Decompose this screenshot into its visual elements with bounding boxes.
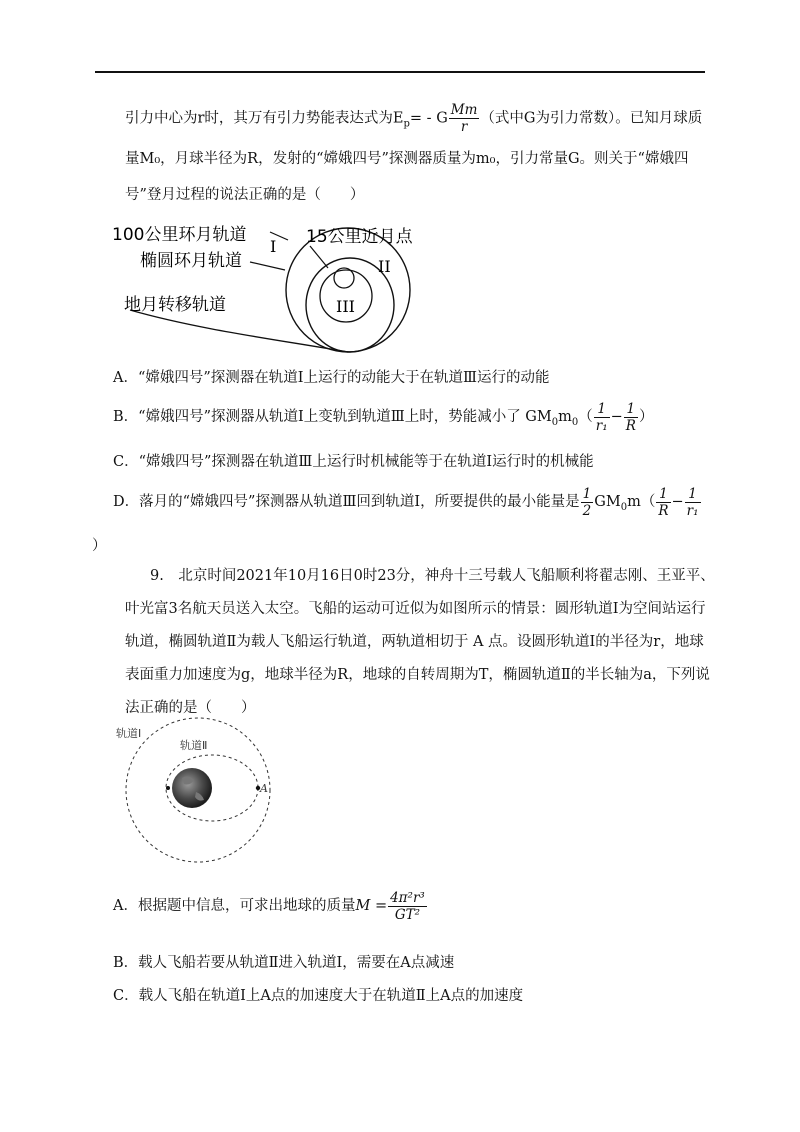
q9-optA-frac [388, 890, 427, 923]
q9-line-5: 法正确的是（ ） [125, 700, 256, 716]
q8-optD-f2-num: 1 [685, 486, 701, 503]
label-orbit-II: II [378, 257, 391, 276]
q8-optB-pre: B．“嫦娥四号”探测器从轨道Ⅰ上变轨到轨道Ⅲ上时，势能减小了 GM [113, 409, 552, 425]
label-ellipse: 椭圆环月轨道 [140, 251, 242, 271]
q8-optB-f2-den: R [625, 417, 636, 434]
q8-optD-half-den: 2 [582, 502, 592, 519]
label-point-A: A [260, 782, 268, 795]
q8-optD-frac1 [656, 486, 670, 519]
q8-optB-sub2: 0 [571, 416, 579, 428]
q8-line1-mid: = - G [409, 110, 448, 127]
q9-optA-num: 4π²r³ [390, 889, 425, 906]
q9-optA-pre: A．根据题中信息，可求出地球的质量 [113, 898, 356, 914]
q8-optB-sub1: 0 [551, 416, 559, 428]
q8-line-2: 量M₀，月球半径为R，发射的“嫦娥四号”探测器质量为m₀，引力常量G。则关于“嫦娥四 [125, 151, 689, 167]
q8-optB-m: m [558, 409, 572, 425]
label-orbit-I: I [270, 237, 277, 256]
q9-option-c: C．载人飞船在轨道Ⅰ上A点的加速度大于在轨道Ⅱ上A点的加速度 [113, 988, 524, 1004]
q8-line-1 [125, 102, 702, 135]
q9-line-3: 轨道，椭圆轨道Ⅱ为载人飞船运行轨道，两轨道相切于 A 点。设圆形轨道Ⅰ的半径为r，地球 [125, 634, 704, 650]
q9-line-4: 表面重力加速度为g，地球半径为R，地球的自转周期为T，椭圆轨道Ⅱ的半长轴为a，下列说 [125, 667, 710, 683]
q8-optD-pre: D．落月的“嫦娥四号”探测器从轨道Ⅲ回到轨道Ⅰ，所要提供的最小能量是 [113, 494, 580, 510]
q8-line-3: 号”登月过程的说法正确的是（ ） [125, 187, 365, 203]
q8-option-d [113, 484, 702, 526]
q9-line-2: 叶光富3名航天员送入太空。飞船的运动可近似为如图所示的情景：圆形轨道Ⅰ为空间站运行 [125, 601, 706, 617]
q8-frac-num: Mm [450, 102, 478, 118]
q8-option-d-close: ） [92, 538, 107, 554]
label-orbit-2: 轨道Ⅱ [180, 739, 208, 752]
q8-frac-den: r [460, 119, 468, 135]
q9-optA-den: GT² [394, 906, 421, 923]
transfer-orbit-path [130, 310, 348, 352]
q8-optD-frac2 [685, 486, 701, 519]
lunar-orbit-diagram [110, 210, 440, 350]
q8-line1-post: （式中G为引力常数）。已知月球质 [480, 110, 703, 127]
q8-optD-minus: − [671, 494, 684, 510]
label-100km: 100公里环月轨道 [112, 225, 247, 245]
label-15km: 15公里近月点 [306, 227, 413, 247]
q8-optB-frac1 [594, 401, 610, 434]
q8-optB-minus: − [610, 409, 623, 425]
q8-optB-close: ） [638, 409, 654, 425]
q8-optB-frac2 [624, 401, 638, 434]
q8-optD-f1-den: R [658, 502, 669, 519]
q8-line1-sub: p [403, 118, 410, 130]
moon-circle [334, 268, 354, 288]
q8-optD-half-num: 1 [582, 485, 592, 502]
q8-optB-f1-num: 1 [594, 401, 610, 418]
q8-optD-mid: GM [594, 494, 621, 510]
q8-option-b [113, 400, 653, 440]
q8-optB-paren: （ [578, 409, 593, 425]
q8-line1-pre: 引力中心为r时，其万有引力势能表达式为E [125, 110, 404, 127]
q8-optB-f2-num: 1 [624, 401, 638, 418]
earth-globe [172, 768, 212, 808]
q9-option-b: B．载人飞船若要从轨道Ⅱ进入轨道Ⅰ，需要在A点减速 [113, 955, 455, 971]
label-orbit-III: III [336, 297, 355, 316]
label-orbit-1: 轨道Ⅰ [116, 727, 142, 740]
pointer-ellipse [250, 262, 285, 270]
label-transfer: 地月转移轨道 [124, 295, 226, 315]
q9-line-1: 9. 北京时间2021年10月16日0时23分，神舟十三号载人飞船顺利将翟志刚、王亚平、 [150, 568, 715, 584]
q8-optD-f2-den: r₁ [686, 502, 699, 519]
q8-optD-f1-num: 1 [656, 486, 670, 503]
earth-orbit-diagram [112, 722, 272, 852]
pointer-15km [310, 246, 328, 268]
q8-optD-m: m（ [627, 494, 656, 510]
q8-optB-f1-den: r₁ [595, 417, 608, 434]
q8-optD-half [581, 486, 594, 519]
q8-potential-fraction [449, 102, 480, 135]
q8-option-c: C．“嫦娥四号”探测器在轨道Ⅲ上运行时机械能等于在轨道Ⅰ运行时的机械能 [113, 454, 594, 470]
q8-optD-sub: 0 [620, 501, 628, 513]
perigee-dot [166, 786, 170, 790]
q8-option-a: A．“嫦娥四号”探测器在轨道Ⅰ上运行的动能大于在轨道Ⅲ运行的动能 [113, 370, 550, 386]
header-rule [95, 71, 705, 73]
q9-optA-M: M = [355, 898, 388, 914]
q9-option-a [113, 886, 428, 926]
